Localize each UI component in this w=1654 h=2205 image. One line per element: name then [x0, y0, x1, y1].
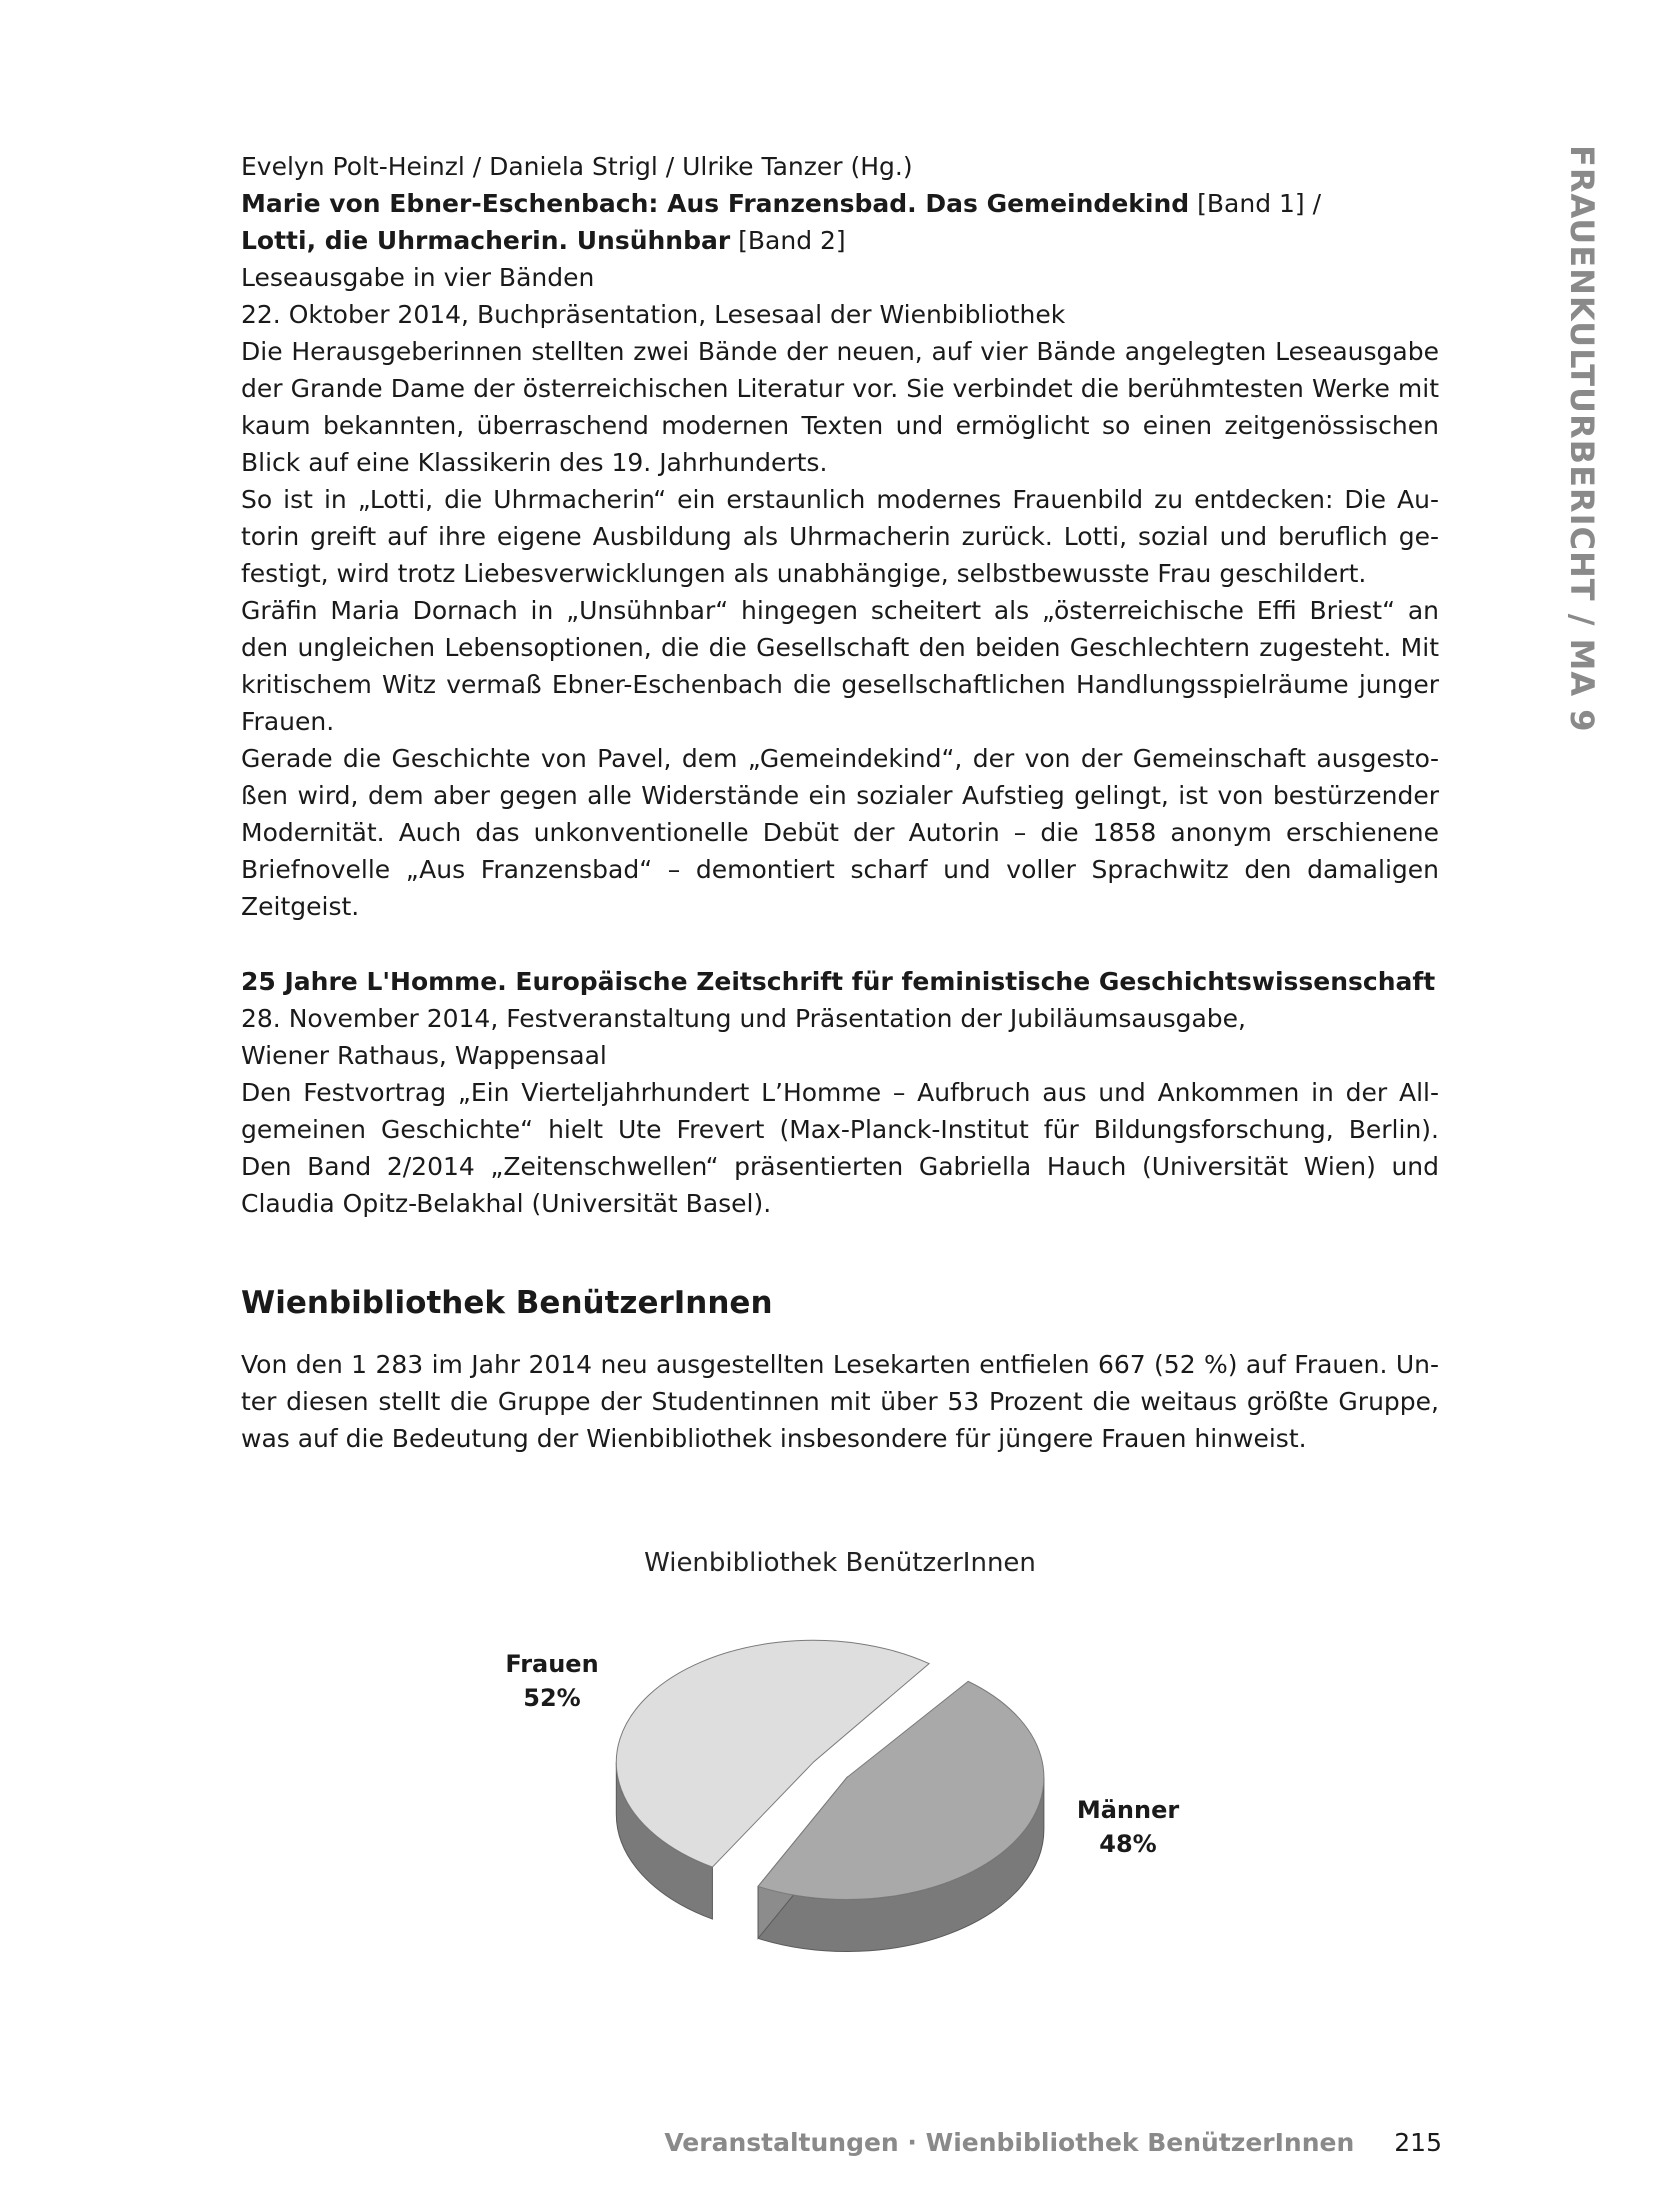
running-title: Veranstaltungen · Wienbibliothek BenützerInnen [664, 2128, 1355, 2157]
main-text-column [241, 148, 1439, 1457]
editors-line: Evelyn Polt-Heinzl / Daniela Strigl / Ulrike Tanzer (Hg.) [241, 152, 913, 181]
paragraph: Den Festvortrag „Ein Vierteljahrhundert L’Homme – Aufbruch aus und Ankommen in der Allgemeinen Geschichte“ hielt Ute Frevert (Max-Planck-Institut für Bildungsforschung, Berlin). Den Band 2/2014 „Zeitenschwellen“ präsentierten Gabriella Hauch (Universität Wien) und Claudia Opitz-Belakhal (Universität Basel). [241, 1078, 1439, 1218]
edition-subtitle: Leseausgabe in vier Bänden [241, 263, 595, 292]
vertical-report-title: FRAUENKULTURBERICHT / MA 9 [1563, 145, 1601, 733]
paragraph: Die Herausgeberinnen stellten zwei Bände der neuen, auf vier Bände angelegten Leseausgabe der Grande Dame der österreichischen Literatur vor. Sie verbindet die berühmtesten Werke mit kaum bekannten, überraschend modernen Texten und ermöglicht so einen zeitgenössischen Blick auf eine Klassikerin des 19. Jahrhunderts. [241, 337, 1439, 477]
pie-label-frauen: Frauen [505, 1650, 599, 1678]
event-date-line: 28. November 2014, Festveranstaltung und Präsentation der Jubiläumsausgabe, [241, 1004, 1246, 1033]
pie-label-maenner: Männer [1076, 1796, 1180, 1824]
page-footer [664, 2128, 1442, 2157]
pie-value-frauen: 52% [523, 1684, 581, 1712]
paragraph: So ist in „Lotti, die Uhrmacherin“ ein erstaunlich modernes Frauenbild zu entdecken: Die Autorin greift auf ihre eigene Ausbildung als Uhrmacherin zurück. Lotti, sozial und beruflich gefestigt, wird trotz Liebesverwicklungen als unabhängige, selbstbewusste Frau geschildert. [241, 485, 1439, 588]
pie-value-maenner: 48% [1099, 1830, 1157, 1858]
book-title-line-1 [241, 185, 1439, 222]
book-title-1: Marie von Ebner-Eschenbach: Aus Franzensbad. Das Gemeindekind [241, 189, 1190, 218]
book-title-line-2 [241, 222, 1439, 259]
event-title: 25 Jahre L'Homme. Europäische Zeitschrift für feministische Geschichtswissenschaft [241, 967, 1436, 996]
band-note-2: [Band 2] [730, 226, 846, 255]
book-title-2: Lotti, die Uhrmacherin. Unsühnbar [241, 226, 731, 255]
section-heading: Wienbibliothek BenützerInnen [241, 1285, 773, 1321]
page-number: 215 [1394, 2128, 1442, 2157]
paragraph: Von den 1 283 im Jahr 2014 neu ausgestellten Lesekarten entfielen 667 (52 %) auf Frauen. Unter diesen stellt die Gruppe der Studentinnen mit über 53 Prozent die weitaus größte Gruppe, was auf die Bedeutung der Wienbibliothek insbesondere für jüngere Frauen hinweist. [241, 1350, 1439, 1453]
paragraph: Gerade die Geschichte von Pavel, dem „Gemeindekind“, der von der Gemeinschaft ausgestoßen wird, dem aber gegen alle Widerstände ein sozialer Aufstieg gelingt, ist von bestürzender Modernität. Auch das unkonventionelle Debüt der Autorin – die 1858 anonym erschienene Briefnovelle „Aus Franzensbad“ – demontiert scharf und voller Sprachwitz den damaligen Zeitgeist. [241, 744, 1439, 921]
event-date-place: 22. Oktober 2014, Buchpräsentation, Lesesaal der Wienbibliothek [241, 300, 1066, 329]
event-location-line: Wiener Rathaus, Wappensaal [241, 1041, 607, 1070]
chart-title: Wienbibliothek BenützerInnen [644, 1548, 1036, 1578]
paragraph: Gräfin Maria Dornach in „Unsühnbar“ hingegen scheitert als „österreichische Effi Briest“ an den ungleichen Lebensoptionen, die die Gesellschaft den beiden Geschlechtern zugesteht. Mit kritischem Witz vermaß Ebner-Eschenbach die gesellschaftlichen Handlungsspielräume junger Frauen. [241, 596, 1439, 736]
band-note-1: [Band 1] / [1189, 189, 1322, 218]
pie-chart [470, 1600, 1270, 1960]
